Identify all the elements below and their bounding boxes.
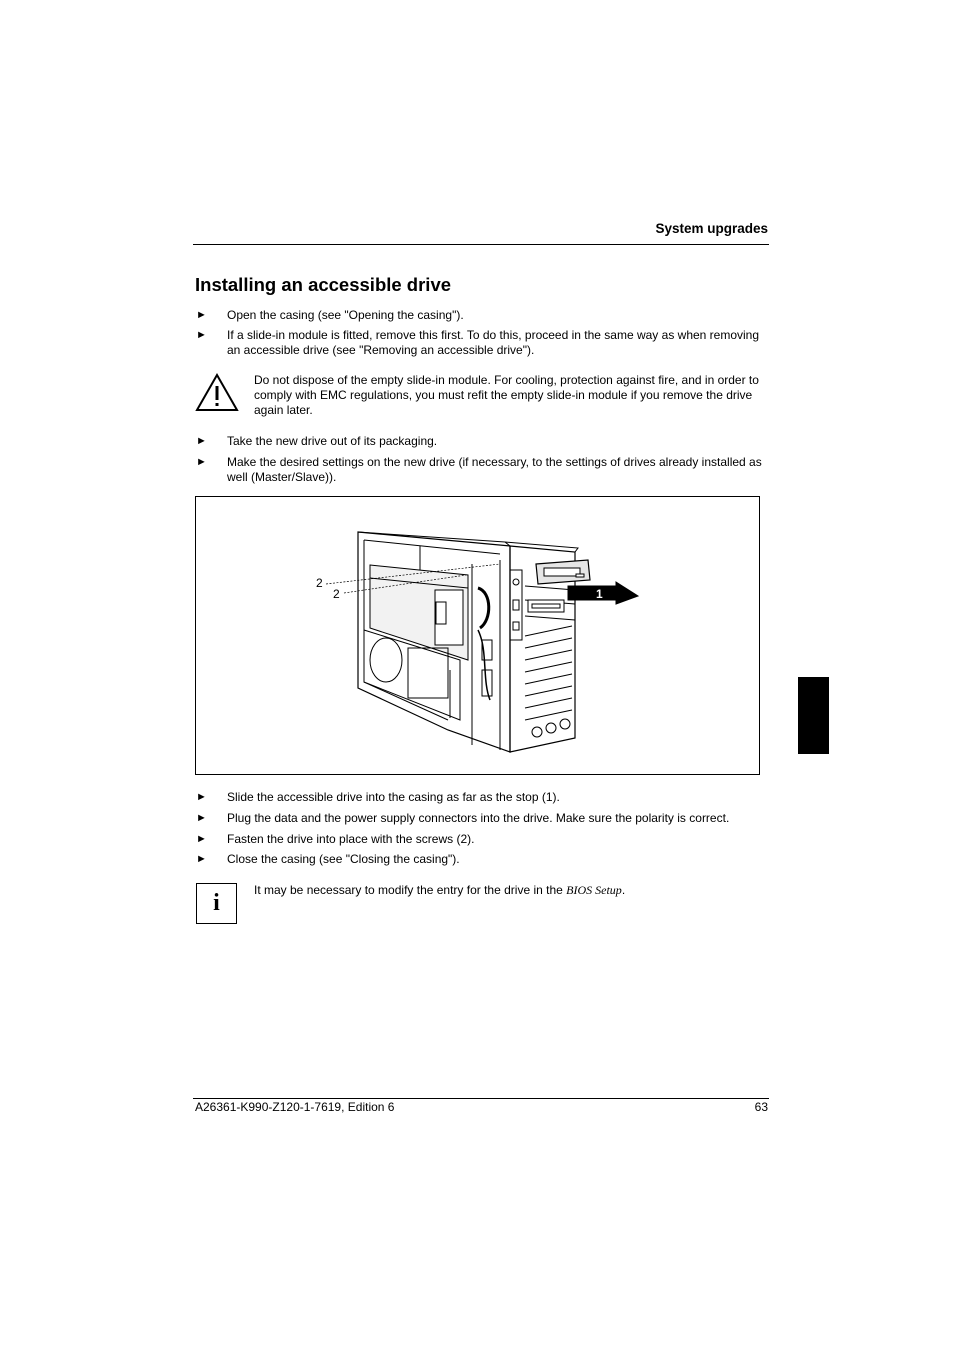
info-text bbox=[254, 883, 759, 898]
bullet-arrow-icon: ► bbox=[196, 329, 207, 341]
info-icon: i bbox=[196, 883, 237, 924]
step-text: Slide the accessible drive into the casing as far as the stop (1). bbox=[227, 790, 560, 804]
page-number: 63 bbox=[754, 1100, 768, 1114]
chapter-thumb-tab bbox=[798, 677, 829, 754]
bullet-arrow-icon: ► bbox=[196, 833, 207, 845]
step-text: Fasten the drive into place with the screws (2). bbox=[227, 832, 475, 846]
bullet-arrow-icon: ► bbox=[196, 309, 207, 321]
warning-text: Do not dispose of the empty slide-in module. For cooling, protection against fire, and in order to comply with EMC regulations, you must refit the empty slide-in module if you remove the drive again later. bbox=[254, 373, 759, 417]
bullet-arrow-icon: ► bbox=[196, 435, 207, 447]
callout-label: 1 bbox=[596, 587, 603, 601]
bullet-arrow-icon: ► bbox=[196, 853, 207, 865]
step-text: Plug the data and the power supply connectors into the drive. Make sure the polarity is correct. bbox=[227, 811, 730, 825]
warning-triangle-icon bbox=[195, 373, 239, 413]
pc-tower-illustration bbox=[300, 520, 660, 760]
footer-rule bbox=[193, 1098, 769, 1099]
page-title: Installing an accessible drive bbox=[195, 274, 452, 295]
bios-setup-term: BIOS Setup bbox=[566, 883, 622, 897]
step-text: Close the casing (see "Closing the casing"). bbox=[227, 852, 460, 866]
step-text: If a slide-in module is fitted, remove this first. To do this, proceed in the same way as when removing an accessible drive (see "Removing an accessible drive"). bbox=[227, 328, 760, 357]
step-text: Open the casing (see "Opening the casing"). bbox=[227, 308, 464, 322]
running-header: System upgrades bbox=[655, 221, 768, 236]
info-text-start: It may be necessary to modify the entry for the drive in the bbox=[254, 883, 567, 897]
document-id: A26361-K990-Z120-1-7619, Edition 6 bbox=[195, 1100, 395, 1114]
bullet-arrow-icon: ► bbox=[196, 456, 207, 468]
bullet-arrow-icon: ► bbox=[196, 812, 207, 824]
callout-label: 2 bbox=[316, 576, 323, 590]
info-text-end: . bbox=[621, 883, 626, 897]
bullet-arrow-icon: ► bbox=[196, 791, 207, 803]
step-text: Take the new drive out of its packaging. bbox=[227, 434, 438, 448]
callout-label: 2 bbox=[333, 587, 340, 601]
header-rule bbox=[193, 244, 769, 245]
step-text: Make the desired settings on the new drive (if necessary, to the settings of drives already installed as well (Master/Slave)). bbox=[227, 455, 762, 484]
